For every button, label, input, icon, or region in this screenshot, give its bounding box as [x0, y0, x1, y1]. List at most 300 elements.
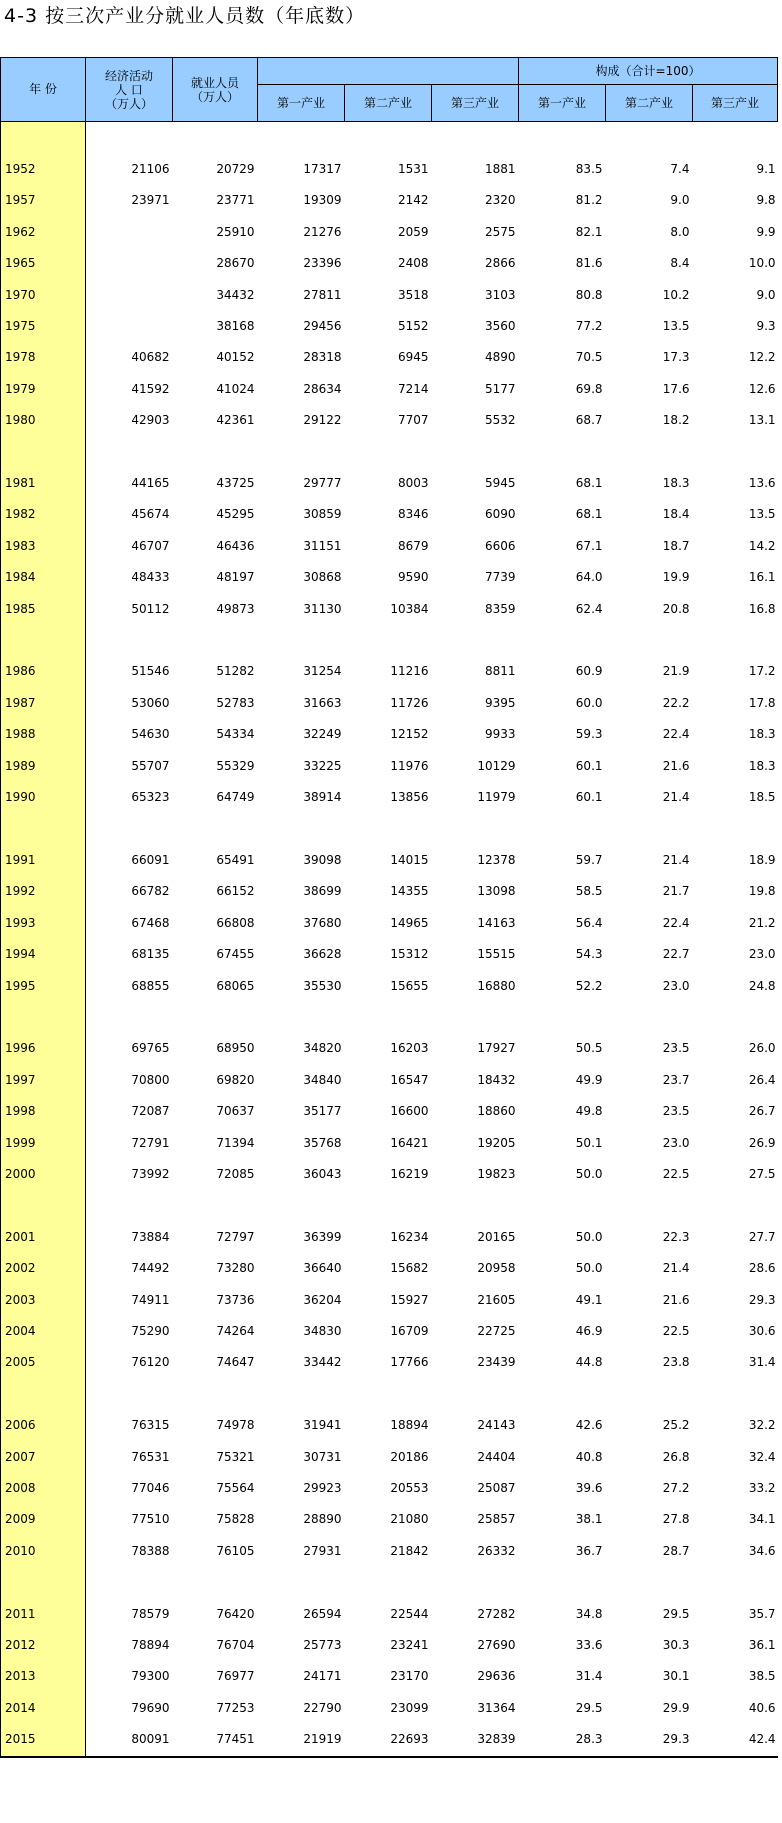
- spacer-row: [1, 437, 778, 468]
- cell-tertiary: 2575: [484, 224, 516, 239]
- spacer-cell: [693, 1379, 778, 1410]
- cell-primary-pct: 60.1: [575, 790, 603, 805]
- cell-economically-active: 44165: [131, 476, 170, 491]
- cell-year: 1984: [1, 562, 86, 593]
- cell-year: 2013: [1, 1661, 86, 1692]
- cell-tertiary: 16880: [477, 978, 516, 993]
- cell-secondary: 15682: [390, 1261, 429, 1276]
- cell-primary: 33225: [303, 758, 342, 773]
- cell-economically-active: 73992: [131, 1166, 170, 1181]
- cell-tertiary-pct: 9.9: [756, 224, 776, 239]
- cell-primary-pct: 38.1: [575, 1512, 603, 1527]
- spacer-cell: [432, 1002, 519, 1033]
- page-title: 4-3 按三次产业分就业人员数（年底数）: [4, 5, 366, 27]
- cell-economically-active: 45674: [131, 507, 170, 522]
- spacer-cell: [693, 625, 778, 656]
- cell-employed: 75321: [216, 1449, 255, 1464]
- cell-economically-active: 68135: [131, 947, 170, 962]
- spacer-row: [1, 1379, 778, 1410]
- cell-primary: 31130: [303, 601, 342, 616]
- cell-tertiary-pct: 13.5: [748, 507, 776, 522]
- table-row: [1, 280, 778, 311]
- cell-year: 1983: [1, 531, 86, 562]
- header-primary-pct: 第一产业: [519, 85, 606, 122]
- cell-secondary-pct: 8.4: [670, 256, 690, 271]
- spacer-cell: [345, 437, 432, 468]
- cell-employed: 72797: [216, 1229, 255, 1244]
- cell-tertiary: 6606: [484, 538, 516, 553]
- cell-primary: 21919: [258, 1724, 345, 1756]
- cell-tertiary: 24404: [477, 1449, 516, 1464]
- cell-primary: 28890: [303, 1512, 342, 1527]
- cell-employed: 74264: [216, 1323, 255, 1338]
- spacer-row: [1, 1567, 778, 1598]
- cell-secondary: 21842: [390, 1543, 429, 1558]
- table-row: [1, 1410, 778, 1441]
- cell-year: 2007: [1, 1442, 86, 1473]
- cell-secondary-pct: 23.8: [662, 1355, 690, 1370]
- cell-secondary: 16421: [390, 1135, 429, 1150]
- cell-economically-active: 55707: [131, 758, 170, 773]
- cell-year: 2012: [1, 1630, 86, 1661]
- cell-tertiary-pct: 16.8: [748, 601, 776, 616]
- cell-economically-active: 78388: [131, 1543, 170, 1558]
- spacer-cell: [345, 1190, 432, 1221]
- cell-tertiary: 11979: [477, 790, 516, 805]
- cell-year: 1980: [1, 405, 86, 436]
- cell-economically-active: 53060: [131, 695, 170, 710]
- table-row: [1, 782, 778, 813]
- spacer-cell: [86, 625, 173, 656]
- cell-economically-active: 42903: [131, 413, 170, 428]
- cell-tertiary: 17927: [477, 1041, 516, 1056]
- header-employed-line1: 就业人员: [190, 75, 239, 90]
- cell-secondary-pct: 13.5: [662, 319, 690, 334]
- cell-economically-active: 76531: [131, 1449, 170, 1464]
- cell-year: 2004: [1, 1316, 86, 1347]
- cell-employed: 38168: [216, 319, 255, 334]
- cell-primary-pct: 60.0: [575, 695, 603, 710]
- cell-tertiary: 31364: [477, 1700, 516, 1715]
- cell-secondary-pct: 18.2: [662, 413, 690, 428]
- cell-secondary-pct: 22.4: [662, 915, 690, 930]
- cell-tertiary-pct: 18.9: [748, 852, 776, 867]
- cell-tertiary: 5945: [484, 476, 516, 491]
- cell-primary-pct: 50.5: [575, 1041, 603, 1056]
- cell-tertiary-pct: 16.1: [748, 570, 776, 585]
- cell-primary: 25773: [303, 1637, 342, 1652]
- header-eap-line3: （万人）: [104, 96, 153, 111]
- cell-economically-active: 40682: [131, 350, 170, 365]
- cell-tertiary: 8359: [484, 601, 516, 616]
- cell-employed: 68065: [216, 978, 255, 993]
- cell-secondary: 8003: [397, 476, 429, 491]
- table-row: [1, 1253, 778, 1284]
- cell-economically-active: 77046: [131, 1480, 170, 1495]
- cell-tertiary-pct: 29.3: [748, 1292, 776, 1307]
- cell-secondary: 9590: [397, 570, 429, 585]
- cell-primary-pct: 42.6: [575, 1418, 603, 1433]
- spacer-row: [1, 814, 778, 845]
- table-row: [1, 217, 778, 248]
- cell-primary-pct: 50.0: [575, 1261, 603, 1276]
- cell-economically-active: 78579: [131, 1606, 170, 1621]
- table-row: [1, 1536, 778, 1567]
- cell-primary: 28634: [303, 381, 342, 396]
- cell-tertiary: 24143: [477, 1418, 516, 1433]
- cell-year: 1990: [1, 782, 86, 813]
- cell-employed: 71394: [216, 1135, 255, 1150]
- cell-economically-active: 80091: [86, 1724, 173, 1756]
- cell-economically-active: [86, 217, 173, 248]
- cell-tertiary: 3560: [484, 319, 516, 334]
- cell-employed: 68950: [216, 1041, 255, 1056]
- cell-secondary: 16219: [390, 1166, 429, 1181]
- table-row: [1, 751, 778, 782]
- cell-tertiary-pct: 9.8: [756, 193, 776, 208]
- spacer-cell: [345, 1379, 432, 1410]
- cell-primary-pct: 82.1: [575, 224, 603, 239]
- cell-secondary: 23099: [390, 1700, 429, 1715]
- cell-tertiary: 4890: [484, 350, 516, 365]
- cell-tertiary: 18860: [477, 1104, 516, 1119]
- cell-year: 2009: [1, 1504, 86, 1535]
- cell-year: 2011: [1, 1599, 86, 1630]
- cell-employed: 55329: [216, 758, 255, 773]
- cell-employed: 40152: [216, 350, 255, 365]
- table-row: [1, 845, 778, 876]
- cell-secondary-pct: 27.2: [662, 1480, 690, 1495]
- cell-tertiary-pct: 38.5: [748, 1669, 776, 1684]
- cell-economically-active: 78894: [131, 1637, 170, 1652]
- cell-tertiary: 13098: [477, 884, 516, 899]
- cell-primary: 36399: [303, 1229, 342, 1244]
- cell-secondary-pct: 22.5: [662, 1166, 690, 1181]
- cell-primary: 31151: [303, 538, 342, 553]
- cell-economically-active: [86, 311, 173, 342]
- cell-tertiary-pct: 26.7: [748, 1104, 776, 1119]
- cell-year: 1993: [1, 908, 86, 939]
- spacer-cell: [519, 814, 606, 845]
- cell-primary: 33442: [303, 1355, 342, 1370]
- cell-secondary: 8346: [397, 507, 429, 522]
- cell-tertiary: 12378: [477, 852, 516, 867]
- cell-employed: 41024: [216, 381, 255, 396]
- cell-tertiary-pct: 28.6: [748, 1261, 776, 1276]
- cell-year: 1999: [1, 1128, 86, 1159]
- cell-employed: 66152: [216, 884, 255, 899]
- cell-secondary: 6945: [397, 350, 429, 365]
- cell-secondary-pct: 21.4: [662, 852, 690, 867]
- cell-tertiary-pct: 32.4: [748, 1449, 776, 1464]
- spacer-cell: [345, 814, 432, 845]
- cell-secondary-pct: 22.2: [662, 695, 690, 710]
- table-row: [1, 1222, 778, 1253]
- cell-secondary-pct: 25.2: [662, 1418, 690, 1433]
- cell-tertiary-pct: 26.0: [748, 1041, 776, 1056]
- spacer-cell: [693, 1567, 778, 1598]
- cell-employed: 76105: [216, 1543, 255, 1558]
- table-row: [1, 248, 778, 279]
- cell-secondary: 2059: [397, 224, 429, 239]
- cell-tertiary-pct: 30.6: [748, 1323, 776, 1338]
- cell-year: 1975: [1, 311, 86, 342]
- cell-primary: 27931: [303, 1543, 342, 1558]
- cell-employed: 64749: [216, 790, 255, 805]
- spacer-cell: [1, 625, 86, 656]
- cell-secondary: 20186: [390, 1449, 429, 1464]
- cell-economically-active: [86, 248, 173, 279]
- cell-primary: 31663: [303, 695, 342, 710]
- cell-primary-pct: 56.4: [575, 915, 603, 930]
- spacer-cell: [606, 122, 693, 155]
- spacer-cell: [86, 437, 173, 468]
- cell-primary: 21276: [303, 224, 342, 239]
- cell-secondary-pct: 21.7: [662, 884, 690, 899]
- cell-primary: 17317: [303, 162, 342, 176]
- cell-tertiary-pct: 18.5: [748, 790, 776, 805]
- spacer-cell: [173, 1567, 258, 1598]
- cell-tertiary: 7739: [484, 570, 516, 585]
- cell-employed: 45295: [216, 507, 255, 522]
- spacer-cell: [258, 1002, 345, 1033]
- cell-economically-active: 74911: [131, 1292, 170, 1307]
- cell-tertiary: 2320: [484, 193, 516, 208]
- table-row: [1, 1661, 778, 1692]
- spacer-cell: [86, 814, 173, 845]
- cell-employed: 49873: [216, 601, 255, 616]
- header-secondary-pct: 第二产业: [606, 85, 693, 122]
- table-row: [1, 876, 778, 907]
- cell-employed: 48197: [216, 570, 255, 585]
- cell-secondary-pct: 29.3: [606, 1724, 693, 1756]
- cell-secondary: 2142: [397, 193, 429, 208]
- cell-primary: 30859: [303, 507, 342, 522]
- table-row: [1, 311, 778, 342]
- spacer-cell: [345, 1567, 432, 1598]
- cell-employed: 66808: [216, 915, 255, 930]
- cell-primary-pct: 69.8: [575, 381, 603, 396]
- header-economically-active-population: [86, 58, 173, 122]
- cell-primary-pct: 60.9: [575, 664, 603, 679]
- cell-secondary-pct: 17.3: [662, 350, 690, 365]
- cell-secondary-pct: 18.4: [662, 507, 690, 522]
- spacer-cell: [693, 122, 778, 155]
- spacer-cell: [86, 122, 173, 155]
- table-row: [1, 499, 778, 530]
- cell-tertiary-pct: 31.4: [748, 1355, 776, 1370]
- cell-primary: 38914: [303, 790, 342, 805]
- spacer-cell: [1, 122, 86, 155]
- cell-economically-active: 23971: [131, 193, 170, 208]
- cell-primary-pct: 81.2: [575, 193, 603, 208]
- table-row: [1, 594, 778, 625]
- cell-tertiary: 22725: [477, 1323, 516, 1338]
- cell-tertiary: 20165: [477, 1229, 516, 1244]
- spacer-row: [1, 1002, 778, 1033]
- cell-primary-pct: 44.8: [575, 1355, 603, 1370]
- spacer-cell: [173, 437, 258, 468]
- cell-employed: 77253: [216, 1700, 255, 1715]
- table-row: [1, 1693, 778, 1724]
- spacer-cell: [432, 1567, 519, 1598]
- cell-secondary-pct: 18.3: [662, 476, 690, 491]
- spacer-cell: [345, 1002, 432, 1033]
- cell-economically-active: 72791: [131, 1135, 170, 1150]
- cell-year: 2015: [1, 1724, 86, 1756]
- cell-employed: 69820: [216, 1072, 255, 1087]
- table-row: [1, 1473, 778, 1504]
- cell-primary: 34840: [303, 1072, 342, 1087]
- cell-employed: 77451: [173, 1724, 258, 1756]
- cell-tertiary-pct: 12.6: [748, 381, 776, 396]
- spacer-cell: [606, 625, 693, 656]
- cell-tertiary-pct: 40.6: [748, 1700, 776, 1715]
- cell-economically-active: 70800: [131, 1072, 170, 1087]
- table-row: [1, 1347, 778, 1378]
- table-row: [1, 531, 778, 562]
- cell-primary: 34820: [303, 1041, 342, 1056]
- cell-primary-pct: 33.6: [575, 1637, 603, 1652]
- cell-tertiary-pct: 24.8: [748, 978, 776, 993]
- cell-tertiary: 8811: [484, 664, 516, 679]
- spacer-cell: [345, 122, 432, 155]
- cell-employed: 73280: [216, 1261, 255, 1276]
- spacer-cell: [606, 1190, 693, 1221]
- spacer-cell: [86, 1190, 173, 1221]
- cell-tertiary: 15515: [477, 947, 516, 962]
- cell-secondary-pct: 23.0: [662, 1135, 690, 1150]
- cell-tertiary-pct: 27.5: [748, 1166, 776, 1181]
- header-secondary: 第二产业: [345, 85, 432, 122]
- cell-tertiary: 29636: [477, 1669, 516, 1684]
- cell-tertiary-pct: 12.2: [748, 350, 776, 365]
- cell-year: 1978: [1, 342, 86, 373]
- table-row: [1, 656, 778, 687]
- cell-primary: 39098: [303, 852, 342, 867]
- cell-primary-pct: 68.1: [575, 507, 603, 522]
- cell-employed: 51282: [216, 664, 255, 679]
- cell-primary: 35530: [303, 978, 342, 993]
- spacer-cell: [519, 1379, 606, 1410]
- spacer-cell: [693, 437, 778, 468]
- cell-tertiary: 9933: [484, 727, 516, 742]
- spacer-cell: [519, 1190, 606, 1221]
- cell-secondary-pct: 21.6: [662, 1292, 690, 1307]
- cell-year: 1965: [1, 248, 86, 279]
- spacer-cell: [519, 122, 606, 155]
- cell-primary-pct: 36.7: [575, 1543, 603, 1558]
- spacer-row: [1, 625, 778, 656]
- cell-primary-pct: 59.7: [575, 852, 603, 867]
- cell-primary-pct: 28.3: [519, 1724, 606, 1756]
- spacer-cell: [86, 1379, 173, 1410]
- cell-secondary: 7214: [397, 381, 429, 396]
- cell-tertiary-pct: 19.8: [748, 884, 776, 899]
- spacer-cell: [173, 814, 258, 845]
- cell-primary-pct: 81.6: [575, 256, 603, 271]
- cell-primary-pct: 49.1: [575, 1292, 603, 1307]
- cell-secondary: 16709: [390, 1323, 429, 1338]
- cell-primary-pct: 77.2: [575, 319, 603, 334]
- cell-employed: 76977: [216, 1669, 255, 1684]
- cell-secondary-pct: 21.4: [662, 790, 690, 805]
- table-row: [1, 1033, 778, 1064]
- cell-secondary-pct: 21.4: [662, 1261, 690, 1276]
- employment-table: [0, 57, 777, 1758]
- cell-employed: 74978: [216, 1418, 255, 1433]
- cell-economically-active: 67468: [131, 915, 170, 930]
- cell-economically-active: 41592: [131, 381, 170, 396]
- header-industry-group: [258, 58, 519, 85]
- cell-secondary-pct: 10.2: [662, 287, 690, 302]
- spacer-cell: [432, 814, 519, 845]
- cell-primary: 19309: [303, 193, 342, 208]
- cell-tertiary-pct: 26.9: [748, 1135, 776, 1150]
- data-table: [0, 57, 778, 1758]
- cell-employed: 25910: [216, 224, 255, 239]
- cell-secondary-pct: 29.9: [662, 1700, 690, 1715]
- cell-primary-pct: 34.8: [575, 1606, 603, 1621]
- cell-primary-pct: 50.1: [575, 1135, 603, 1150]
- cell-economically-active: 50112: [131, 601, 170, 616]
- cell-year: 1988: [1, 719, 86, 750]
- cell-tertiary-pct: 34.1: [748, 1512, 776, 1527]
- cell-tertiary-pct: 23.0: [748, 947, 776, 962]
- cell-employed: 34432: [216, 287, 255, 302]
- cell-primary: 35768: [303, 1135, 342, 1150]
- spacer-cell: [519, 1567, 606, 1598]
- cell-primary: 27811: [303, 287, 342, 302]
- spacer-cell: [173, 1379, 258, 1410]
- cell-economically-active: 79690: [131, 1700, 170, 1715]
- cell-economically-active: 79300: [131, 1669, 170, 1684]
- spacer-cell: [606, 1002, 693, 1033]
- cell-year: 1970: [1, 280, 86, 311]
- cell-economically-active: 77510: [131, 1512, 170, 1527]
- cell-tertiary-pct: 42.4: [693, 1724, 778, 1756]
- cell-economically-active: [86, 280, 173, 311]
- spacer-cell: [1, 1567, 86, 1598]
- spacer-row: [1, 1190, 778, 1221]
- cell-tertiary: 27690: [477, 1637, 516, 1652]
- cell-tertiary: 23439: [477, 1355, 516, 1370]
- cell-year: 2003: [1, 1285, 86, 1316]
- cell-economically-active: 48433: [131, 570, 170, 585]
- spacer-cell: [519, 625, 606, 656]
- spacer-cell: [432, 1379, 519, 1410]
- cell-employed: 52783: [216, 695, 255, 710]
- spacer-cell: [606, 814, 693, 845]
- cell-secondary-pct: 8.0: [670, 224, 690, 239]
- cell-economically-active: 73884: [131, 1229, 170, 1244]
- cell-secondary: 11216: [390, 664, 429, 679]
- cell-secondary-pct: 20.8: [662, 601, 690, 616]
- spacer-cell: [432, 437, 519, 468]
- cell-primary-pct: 70.5: [575, 350, 603, 365]
- spacer-cell: [258, 1379, 345, 1410]
- cell-tertiary: 10129: [477, 758, 516, 773]
- header-employed-line2: （万人）: [190, 89, 239, 104]
- cell-employed: 76704: [216, 1637, 255, 1652]
- cell-secondary-pct: 28.7: [662, 1543, 690, 1558]
- cell-employed: 46436: [216, 538, 255, 553]
- spacer-cell: [693, 1190, 778, 1221]
- cell-year: 1992: [1, 876, 86, 907]
- cell-primary: 29923: [303, 1480, 342, 1495]
- table-row: [1, 1065, 778, 1096]
- cell-secondary: 16547: [390, 1072, 429, 1087]
